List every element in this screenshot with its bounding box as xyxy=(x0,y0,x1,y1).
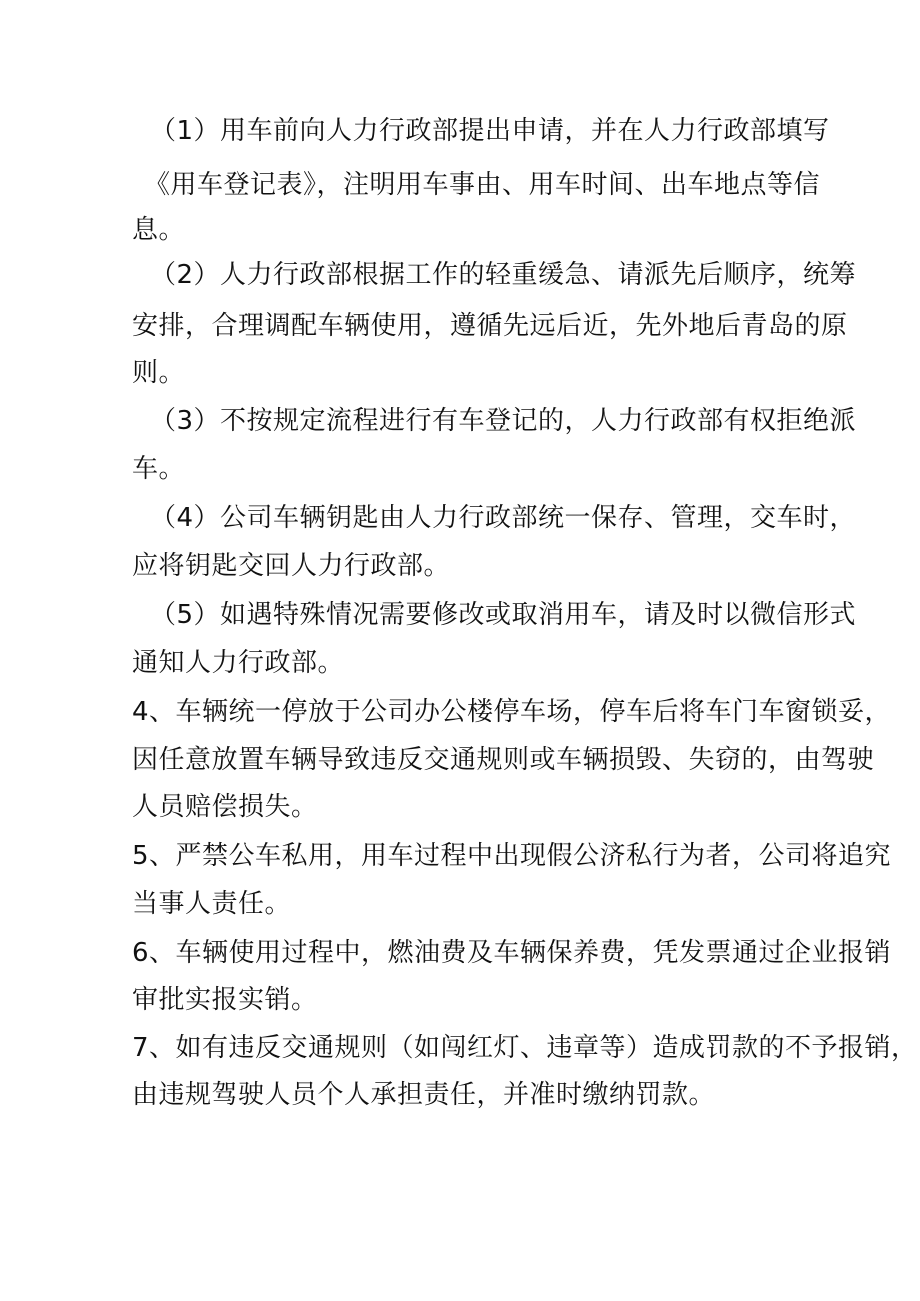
text-line: 《用车登记表》，注明用车事由、用车时间、出车地点等信 xyxy=(144,170,821,200)
text-line: 应将钥匙交回人力行政部。 xyxy=(132,551,451,581)
text-line: （2）人力行政部根据工作的轻重缓急、请派先后顺序，统筹 xyxy=(150,260,857,290)
text-line: 7、如有违反交通规则（如闯红灯、违章等）造成罚款的不予报销， xyxy=(132,1033,918,1063)
text-line: 则。 xyxy=(132,358,186,388)
text-line: （3）不按规定流程进行有车登记的，人力行政部有权拒绝派 xyxy=(150,406,857,436)
text-line: 因任意放置车辆导致违反交通规则或车辆损毁、失窃的，由驾驶 xyxy=(132,745,875,775)
text-line: 安排，合理调配车辆使用，遵循先远后近，先外地后青岛的原 xyxy=(132,311,848,341)
text-line: 5、严禁公车私用，用车过程中出现假公济私行为者，公司将追究 xyxy=(132,841,892,871)
text-line: （4）公司车辆钥匙由人力行政部统一保存、管理，交车时， xyxy=(150,503,857,533)
text-line: 由违规驾驶人员个人承担责任，并准时缴纳罚款。 xyxy=(132,1080,716,1110)
text-line: （5）如遇特殊情况需要修改或取消用车，请及时以微信形式 xyxy=(150,600,857,630)
text-line: 人员赔偿损失。 xyxy=(132,792,318,822)
text-line: 当事人责任。 xyxy=(132,889,292,919)
text-line: 6、车辆使用过程中，燃油费及车辆保养费，凭发票通过企业报销 xyxy=(132,938,892,968)
text-line: 审批实报实销。 xyxy=(132,985,318,1015)
text-line: 息。 xyxy=(132,215,186,245)
text-line: 4、车辆统一停放于公司办公楼停车场，停车后将车门车窗锁妥， xyxy=(132,697,892,727)
text-line: （1）用车前向人力行政部提出申请，并在人力行政部填写 xyxy=(150,116,830,146)
text-line: 车。 xyxy=(132,454,186,484)
text-line: 通知人力行政部。 xyxy=(132,648,345,678)
